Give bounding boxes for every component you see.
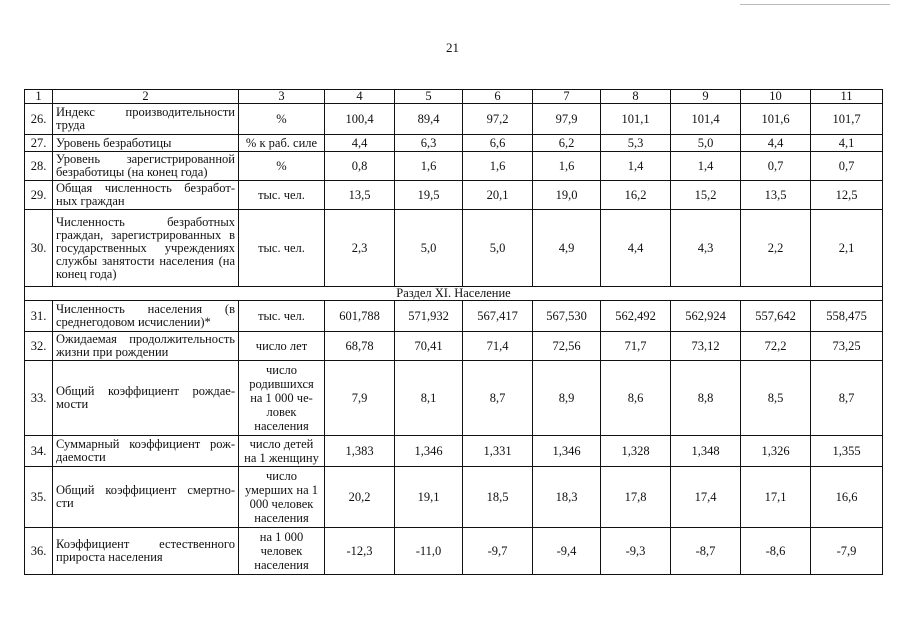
header-cell: 4 — [325, 90, 395, 104]
row-number: 30. — [25, 210, 53, 287]
indicator-name — [53, 332, 239, 361]
value-cell: 8,7 — [811, 361, 883, 436]
table-row — [25, 210, 883, 287]
scan-edge-line — [740, 4, 890, 5]
value-cell: 4,1 — [811, 135, 883, 152]
unit-cell: число умерших на 1 000 человек населения — [239, 467, 325, 528]
value-cell: 1,328 — [601, 436, 671, 467]
value-cell: 20,1 — [463, 181, 533, 210]
header-cell: 8 — [601, 90, 671, 104]
value-cell: 8,8 — [671, 361, 741, 436]
header-cell: 9 — [671, 90, 741, 104]
table-row — [25, 152, 883, 181]
value-cell: 16,2 — [601, 181, 671, 210]
value-cell: 0,7 — [741, 152, 811, 181]
value-cell: 4,4 — [601, 210, 671, 287]
value-cell: 2,2 — [741, 210, 811, 287]
header-cell: 3 — [239, 90, 325, 104]
indicator-name — [53, 181, 239, 210]
row-number: 33. — [25, 361, 53, 436]
table-row — [25, 135, 883, 152]
value-cell: 562,492 — [601, 301, 671, 332]
indicator-name-text: Общий коэффициент смертно-сти — [56, 483, 235, 510]
statistics-table — [24, 89, 883, 575]
value-cell: 1,355 — [811, 436, 883, 467]
value-cell: 1,6 — [395, 152, 463, 181]
value-cell: 16,6 — [811, 467, 883, 528]
value-cell: 19,5 — [395, 181, 463, 210]
indicator-name — [53, 301, 239, 332]
value-cell: 5,0 — [395, 210, 463, 287]
indicator-name-text: Коэффициент естественного прироста населения — [56, 537, 235, 564]
value-cell: 6,6 — [463, 135, 533, 152]
value-cell: 13,5 — [325, 181, 395, 210]
indicator-name — [53, 135, 239, 152]
table-row — [25, 528, 883, 575]
indicator-name-text: Численность безработных граждан, зарегистрированных в государственных учреждениях службы занятости населения (на конец года) — [56, 214, 235, 281]
value-cell: 101,6 — [741, 104, 811, 135]
indicator-name-text: Индекс производительности труда — [56, 105, 235, 132]
row-number: 29. — [25, 181, 53, 210]
value-cell: 73,25 — [811, 332, 883, 361]
row-number: 36. — [25, 528, 53, 575]
unit-cell: число детей на 1 женщину — [239, 436, 325, 467]
table-row — [25, 361, 883, 436]
indicator-name-text: Общий коэффициент рождае-мости — [56, 384, 235, 411]
unit-cell: % к раб. силе — [239, 135, 325, 152]
value-cell: 4,3 — [671, 210, 741, 287]
indicator-name-text: Суммарный коэффициент рож-даемости — [56, 437, 235, 464]
indicator-name — [53, 436, 239, 467]
value-cell: 73,12 — [671, 332, 741, 361]
value-cell: 5,3 — [601, 135, 671, 152]
value-cell: 17,1 — [741, 467, 811, 528]
indicator-name — [53, 152, 239, 181]
value-cell: 5,0 — [463, 210, 533, 287]
header-cell: 11 — [811, 90, 883, 104]
value-cell: 17,4 — [671, 467, 741, 528]
value-cell: 1,383 — [325, 436, 395, 467]
header-cell: 7 — [533, 90, 601, 104]
value-cell: 68,78 — [325, 332, 395, 361]
table-row — [25, 467, 883, 528]
value-cell: 6,3 — [395, 135, 463, 152]
value-cell: 1,346 — [395, 436, 463, 467]
value-cell: -7,9 — [811, 528, 883, 575]
value-cell: 72,2 — [741, 332, 811, 361]
value-cell: 18,5 — [463, 467, 533, 528]
value-cell: 7,9 — [325, 361, 395, 436]
row-number: 27. — [25, 135, 53, 152]
value-cell: 1,4 — [601, 152, 671, 181]
value-cell: 97,2 — [463, 104, 533, 135]
value-cell: 8,6 — [601, 361, 671, 436]
value-cell: 89,4 — [395, 104, 463, 135]
indicator-name-text: Численность населения (в среднегодовом исчислении)* — [56, 302, 235, 329]
value-cell: 8,9 — [533, 361, 601, 436]
value-cell: 101,4 — [671, 104, 741, 135]
value-cell: 101,7 — [811, 104, 883, 135]
table-row — [25, 181, 883, 210]
value-cell: 571,932 — [395, 301, 463, 332]
table-row — [25, 436, 883, 467]
value-cell: 601,788 — [325, 301, 395, 332]
header-cell: 1 — [25, 90, 53, 104]
value-cell: 20,2 — [325, 467, 395, 528]
value-cell: -11,0 — [395, 528, 463, 575]
indicator-name-text: Уровень безработицы — [56, 135, 172, 150]
unit-cell: % — [239, 152, 325, 181]
indicator-name-text: Уровень зарегистрированной безработицы (на конец года) — [56, 152, 235, 179]
value-cell: 101,1 — [601, 104, 671, 135]
row-number: 28. — [25, 152, 53, 181]
row-number: 34. — [25, 436, 53, 467]
unit-cell: тыс. чел. — [239, 210, 325, 287]
value-cell: -9,3 — [601, 528, 671, 575]
value-cell: 567,530 — [533, 301, 601, 332]
section-title: Раздел XI. Население — [25, 287, 883, 301]
indicator-name — [53, 467, 239, 528]
value-cell: 1,6 — [533, 152, 601, 181]
value-cell: 0,8 — [325, 152, 395, 181]
value-cell: -9,4 — [533, 528, 601, 575]
row-number: 26. — [25, 104, 53, 135]
indicator-name-text: Ожидаемая продолжительность жизни при рождении — [56, 332, 235, 359]
value-cell: 2,3 — [325, 210, 395, 287]
value-cell: 6,2 — [533, 135, 601, 152]
value-cell: 1,348 — [671, 436, 741, 467]
value-cell: 4,4 — [741, 135, 811, 152]
value-cell: 8,1 — [395, 361, 463, 436]
unit-cell: тыс. чел. — [239, 301, 325, 332]
table-row — [25, 332, 883, 361]
indicator-name — [53, 104, 239, 135]
unit-cell: число родившихся на 1 000 че-ловек населения — [239, 361, 325, 436]
unit-cell: тыс. чел. — [239, 181, 325, 210]
header-cell: 6 — [463, 90, 533, 104]
unit-cell: на 1 000 человек населения — [239, 528, 325, 575]
unit-cell: % — [239, 104, 325, 135]
header-row — [25, 90, 883, 104]
value-cell: 4,9 — [533, 210, 601, 287]
value-cell: 562,924 — [671, 301, 741, 332]
value-cell: -9,7 — [463, 528, 533, 575]
value-cell: -8,6 — [741, 528, 811, 575]
value-cell: 1,331 — [463, 436, 533, 467]
row-number: 35. — [25, 467, 53, 528]
value-cell: 97,9 — [533, 104, 601, 135]
value-cell: 0,7 — [811, 152, 883, 181]
value-cell: 19,1 — [395, 467, 463, 528]
value-cell: 15,2 — [671, 181, 741, 210]
value-cell: 557,642 — [741, 301, 811, 332]
value-cell: 4,4 — [325, 135, 395, 152]
indicator-name — [53, 210, 239, 287]
header-cell: 10 — [741, 90, 811, 104]
table-row — [25, 104, 883, 135]
value-cell: 1,4 — [671, 152, 741, 181]
value-cell: 1,326 — [741, 436, 811, 467]
value-cell: 71,7 — [601, 332, 671, 361]
value-cell: 13,5 — [741, 181, 811, 210]
unit-cell: число лет — [239, 332, 325, 361]
row-number: 32. — [25, 332, 53, 361]
value-cell: 72,56 — [533, 332, 601, 361]
value-cell: 71,4 — [463, 332, 533, 361]
indicator-name-text: Общая численность безработ-ных граждан — [56, 181, 235, 208]
value-cell: -12,3 — [325, 528, 395, 575]
value-cell: 18,3 — [533, 467, 601, 528]
value-cell: 8,7 — [463, 361, 533, 436]
indicator-name — [53, 361, 239, 436]
section-row — [25, 287, 883, 301]
value-cell: 70,41 — [395, 332, 463, 361]
value-cell: 1,346 — [533, 436, 601, 467]
value-cell: 100,4 — [325, 104, 395, 135]
value-cell: -8,7 — [671, 528, 741, 575]
value-cell: 2,1 — [811, 210, 883, 287]
header-cell: 5 — [395, 90, 463, 104]
value-cell: 1,6 — [463, 152, 533, 181]
value-cell: 558,475 — [811, 301, 883, 332]
header-cell: 2 — [53, 90, 239, 104]
row-number: 31. — [25, 301, 53, 332]
table-row — [25, 301, 883, 332]
value-cell: 17,8 — [601, 467, 671, 528]
value-cell: 5,0 — [671, 135, 741, 152]
value-cell: 567,417 — [463, 301, 533, 332]
table-body — [25, 90, 883, 575]
indicator-name — [53, 528, 239, 575]
value-cell: 12,5 — [811, 181, 883, 210]
value-cell: 19,0 — [533, 181, 601, 210]
value-cell: 8,5 — [741, 361, 811, 436]
page-number: 21 — [446, 40, 459, 55]
